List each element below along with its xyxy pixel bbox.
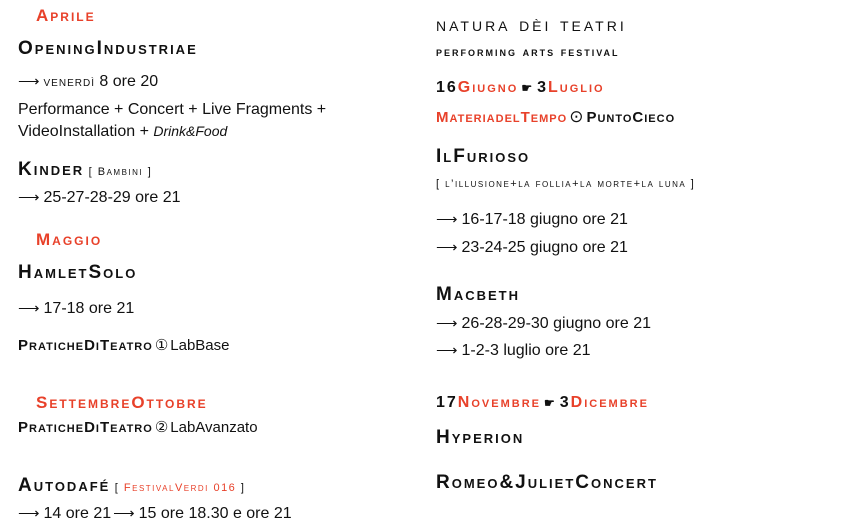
pratiche2-label: PraticheDiTeatro (18, 419, 153, 436)
event-title-kinder: Kinder (18, 159, 85, 180)
opening-desc2: VideoInstallation + (18, 123, 154, 140)
kinder-dates: 25-27-28-29 ore 21 (43, 189, 181, 206)
arrow-icon: ⟶ (113, 505, 135, 522)
festival-subtitle: performing arts festival (436, 44, 620, 59)
range2-end: 3 (559, 394, 571, 411)
materia-label: MateriadelTempo (436, 109, 568, 126)
pratiche1-rest: LabBase (170, 337, 230, 354)
furioso-dates1: 16-17-18 giugno ore 21 (461, 211, 628, 228)
pratiche2-rest: LabAvanzato (170, 419, 258, 436)
autodafe-heading (18, 475, 245, 497)
furioso-dates-line2 (436, 238, 628, 257)
autodafe-dates2: 15 ore 18.30 e ore 21 (138, 505, 292, 522)
opening-day: venerdì (43, 73, 95, 89)
range2-month2: Dicembre (570, 394, 649, 411)
festival-name: Festival (123, 482, 175, 494)
opening-desc-line1: Performance + Concert + Live Fragments + (18, 101, 327, 118)
date-range-june-july (436, 79, 605, 97)
autodafe-open: [ (114, 482, 124, 494)
circle-dot-icon: ⊙ (569, 107, 585, 126)
arrow-icon: ⟶ (18, 189, 40, 206)
month-september-october: SettembreOttobre (36, 393, 208, 412)
furioso-dates2: 23-24-25 giugno ore 21 (461, 239, 628, 256)
arrow-icon: ⟶ (18, 73, 40, 90)
opening-date-line (18, 72, 158, 91)
festival-verdi: Verdi (174, 482, 209, 494)
event-title-romeo-juliet: Romeo&JulietConcert (436, 472, 658, 493)
pratiche-labbase (18, 336, 229, 354)
kinder-dates-line (18, 188, 181, 207)
macbeth-dates1: 26-28-29-30 giugno ore 21 (461, 315, 651, 332)
materia-line (436, 107, 675, 127)
furioso-tag: [ l’illusione+la follia+la morte+la luna ] (436, 178, 696, 190)
opening-desc2-italic: Drink&Food (153, 123, 228, 139)
opening-desc-line2 (18, 123, 227, 141)
macbeth-dates-line2 (436, 341, 590, 360)
festival-title: natura dèi teatri (436, 14, 627, 36)
date-range-nov-dec (436, 394, 649, 412)
event-title-macbeth: Macbeth (436, 284, 520, 305)
month-may: Maggio (36, 230, 103, 249)
range1-start: 16 (436, 79, 458, 96)
opening-when: 8 ore 20 (99, 73, 159, 90)
range1-end: 3 (537, 79, 548, 96)
event-title-hamlet: HamletSolo (18, 262, 138, 283)
materia-rest: PuntoCieco (586, 109, 676, 126)
macbeth-dates2: 1-2-3 luglio ore 21 (461, 342, 591, 359)
pointing-hand-icon: ☛ (543, 396, 557, 410)
range1-month2: Luglio (547, 79, 605, 96)
month-april: Aprile (36, 6, 96, 25)
pointing-hand-icon: ☛ (521, 81, 535, 95)
event-title-furioso: IlFurioso (436, 146, 531, 167)
kinder-tag-close: ] (143, 166, 153, 178)
macbeth-dates-line1 (436, 314, 651, 333)
arrow-icon: ⟶ (436, 239, 458, 256)
event-title-opening: OpeningIndustriae (18, 38, 198, 59)
hamlet-dates: 17-18 ore 21 (43, 300, 135, 317)
number-one-icon: ① (154, 337, 169, 354)
furioso-dates-line1 (436, 210, 628, 229)
autodafe-dates-line (18, 504, 292, 523)
arrow-icon: ⟶ (436, 211, 458, 228)
kinder-tag: Bambini (97, 166, 144, 178)
autodafe-close: ] (236, 482, 246, 494)
range2-month1: Novembre (457, 394, 541, 411)
kinder-tag-open: [ (88, 166, 98, 178)
hamlet-dates-line (18, 299, 134, 318)
event-title-hyperion: Hyperion (436, 427, 525, 448)
range1-month1: Giugno (457, 79, 519, 96)
autodafe-dates1: 14 ore 21 (43, 505, 112, 522)
kinder-heading (18, 159, 152, 181)
arrow-icon: ⟶ (436, 342, 458, 359)
pratiche-labavanzato (18, 418, 258, 436)
arrow-icon: ⟶ (436, 315, 458, 332)
number-two-icon: ② (154, 419, 169, 436)
arrow-icon: ⟶ (18, 300, 40, 317)
pratiche1-label: PraticheDiTeatro (18, 337, 153, 354)
festival-year: 016 (208, 482, 237, 494)
event-title-autodafe: Autodafé (18, 475, 111, 496)
arrow-icon: ⟶ (18, 505, 40, 522)
range2-start: 17 (436, 394, 458, 411)
